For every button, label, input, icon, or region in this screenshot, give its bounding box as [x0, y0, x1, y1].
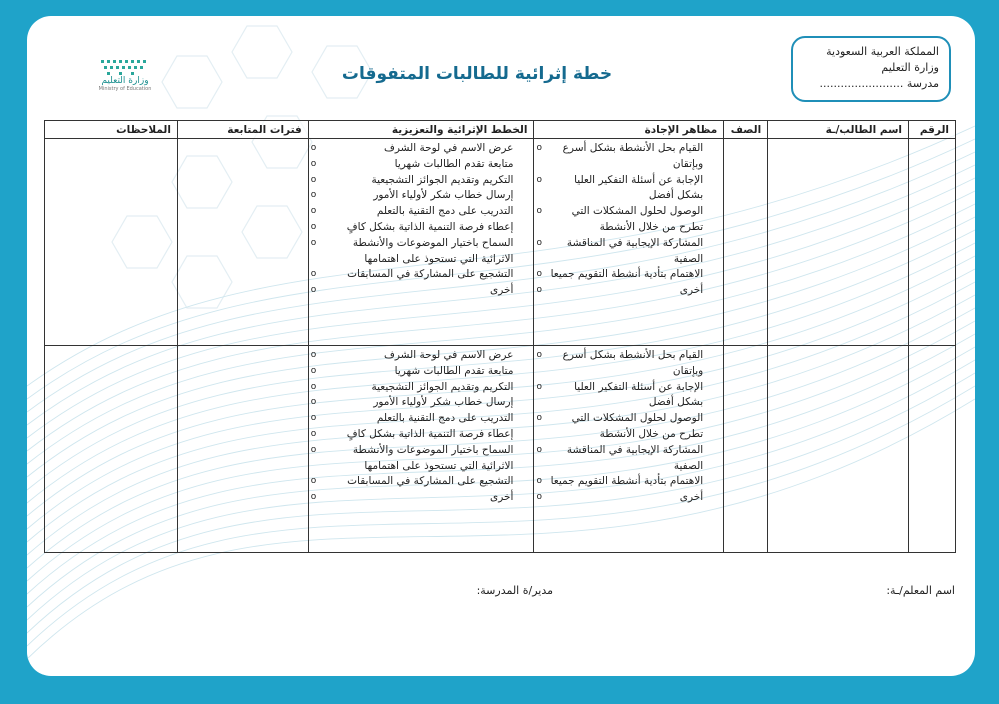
option-item[interactable]: o إرسال خطاب شكر لأولياء الأمور: [309, 395, 528, 411]
option-item[interactable]: o متابعة تقدم الطالبات شهريا: [309, 157, 528, 173]
option-item[interactable]: o أخرى: [309, 283, 528, 299]
mastery-cell: [534, 139, 724, 346]
teacher-name-field[interactable]: اسم المعلم/ـة:: [886, 584, 955, 597]
logo-arabic-text: وزارة التعليم: [101, 76, 149, 86]
option-item[interactable]: o إرسال خطاب شكر لأولياء الأمور: [309, 188, 528, 204]
option-item[interactable]: o القيام بحل الأنشطة بشكل أسرع وبإتقان: [534, 141, 717, 173]
option-item[interactable]: o الإجابة عن أسئلة التفكير العليا بشكل أفضل: [534, 173, 717, 205]
option-item[interactable]: o التدريب على دمج التقنية بالتعلم: [309, 411, 528, 427]
table-row: [45, 346, 956, 553]
student-name-cell[interactable]: [768, 139, 909, 346]
option-item[interactable]: o التشجيع على المشاركة في المسابقات: [309, 267, 528, 283]
ministry-logo-icon: [99, 58, 151, 76]
col-header-followup: فترات المتابعة: [177, 121, 308, 139]
option-item[interactable]: o أخرى: [309, 490, 528, 506]
mastery-cell: [534, 346, 724, 553]
student-name-cell[interactable]: [768, 346, 909, 553]
option-item[interactable]: o التكريم وتقديم الجوائز التشجيعية: [309, 173, 528, 189]
option-item[interactable]: o الإجابة عن أسئلة التفكير العليا بشكل أفضل: [534, 380, 717, 412]
option-item[interactable]: o السماح باختيار الموضوعات والأنشطة الاثرائية التي تستحوذ على اهتمامها: [309, 236, 528, 268]
logo-english-text: Ministry of Education: [98, 86, 152, 92]
col-header-number: الرقم: [909, 121, 956, 139]
mastery-options-list: [534, 139, 723, 299]
option-item[interactable]: o السماح باختيار الموضوعات والأنشطة الاثرائية التي تستحوذ على اهتمامها: [309, 443, 528, 475]
ministry-label: وزارة التعليم: [881, 61, 939, 74]
plans-cell: [308, 139, 534, 346]
option-item[interactable]: o التشجيع على المشاركة في المسابقات: [309, 474, 528, 490]
header-info-box: [791, 36, 951, 102]
option-item[interactable]: o أخرى: [534, 490, 717, 506]
grade-cell[interactable]: [724, 346, 768, 553]
option-item[interactable]: o المشاركة الإيجابية في المناقشة الصفية: [534, 443, 717, 475]
table-row: [45, 139, 956, 346]
option-item[interactable]: o الاهتمام بتأدية أنشطة التقويم جميعا: [534, 267, 717, 283]
option-item[interactable]: o الوصول لحلول المشكلات التي تطرح من خلال الأنشطة: [534, 411, 717, 443]
option-item[interactable]: o إعطاء فرصة التنمية الذاتية بشكل كافٍ: [309, 220, 528, 236]
number-cell[interactable]: [909, 346, 956, 553]
followup-cell[interactable]: [177, 139, 308, 346]
ministry-logo: [85, 58, 165, 92]
mastery-options-list: [534, 346, 723, 506]
notes-cell[interactable]: [45, 346, 178, 553]
school-dots: ........................: [819, 77, 904, 90]
notes-cell[interactable]: [45, 139, 178, 346]
page-title: خطة إثرائية للطالبات المتفوقات: [341, 64, 613, 84]
option-item[interactable]: o التدريب على دمج التقنية بالتعلم: [309, 204, 528, 220]
kingdom-label: المملكة العربية السعودية: [826, 45, 939, 58]
option-item[interactable]: o متابعة تقدم الطالبات شهريا: [309, 364, 528, 380]
followup-cell[interactable]: [177, 346, 308, 553]
col-header-grade: الصف: [724, 121, 768, 139]
school-label: مدرسة: [906, 77, 939, 90]
option-item[interactable]: o عرض الاسم في لوحة الشرف: [309, 348, 528, 364]
col-header-student-name: اسم الطالب/ـة: [768, 121, 909, 139]
school-field: [793, 76, 939, 92]
table-header-row: [45, 121, 956, 139]
plans-cell: [308, 346, 534, 553]
plans-options-list: [309, 346, 534, 506]
grade-cell[interactable]: [724, 139, 768, 346]
option-item[interactable]: o أخرى: [534, 283, 717, 299]
option-item[interactable]: o إعطاء فرصة التنمية الذاتية بشكل كافٍ: [309, 427, 528, 443]
option-item[interactable]: o التكريم وتقديم الجوائز التشجيعية: [309, 380, 528, 396]
col-header-plans: الخطط الإثرائية والتعزيزية: [308, 121, 534, 139]
col-header-notes: الملاحظات: [45, 121, 178, 139]
col-header-mastery: مظاهر الإجادة: [534, 121, 724, 139]
number-cell[interactable]: [909, 139, 956, 346]
option-item[interactable]: o القيام بحل الأنشطة بشكل أسرع وبإتقان: [534, 348, 717, 380]
option-item[interactable]: o الاهتمام بتأدية أنشطة التقويم جميعا: [534, 474, 717, 490]
plans-options-list: [309, 139, 534, 299]
option-item[interactable]: o المشاركة الإيجابية في المناقشة الصفية: [534, 236, 717, 268]
option-item[interactable]: o عرض الاسم في لوحة الشرف: [309, 141, 528, 157]
document-page: [27, 16, 975, 676]
option-item[interactable]: o الوصول لحلول المشكلات التي تطرح من خلال الأنشطة: [534, 204, 717, 236]
principal-field[interactable]: مدير/ة المدرسة:: [476, 584, 553, 597]
enrichment-plan-table: [44, 120, 956, 553]
